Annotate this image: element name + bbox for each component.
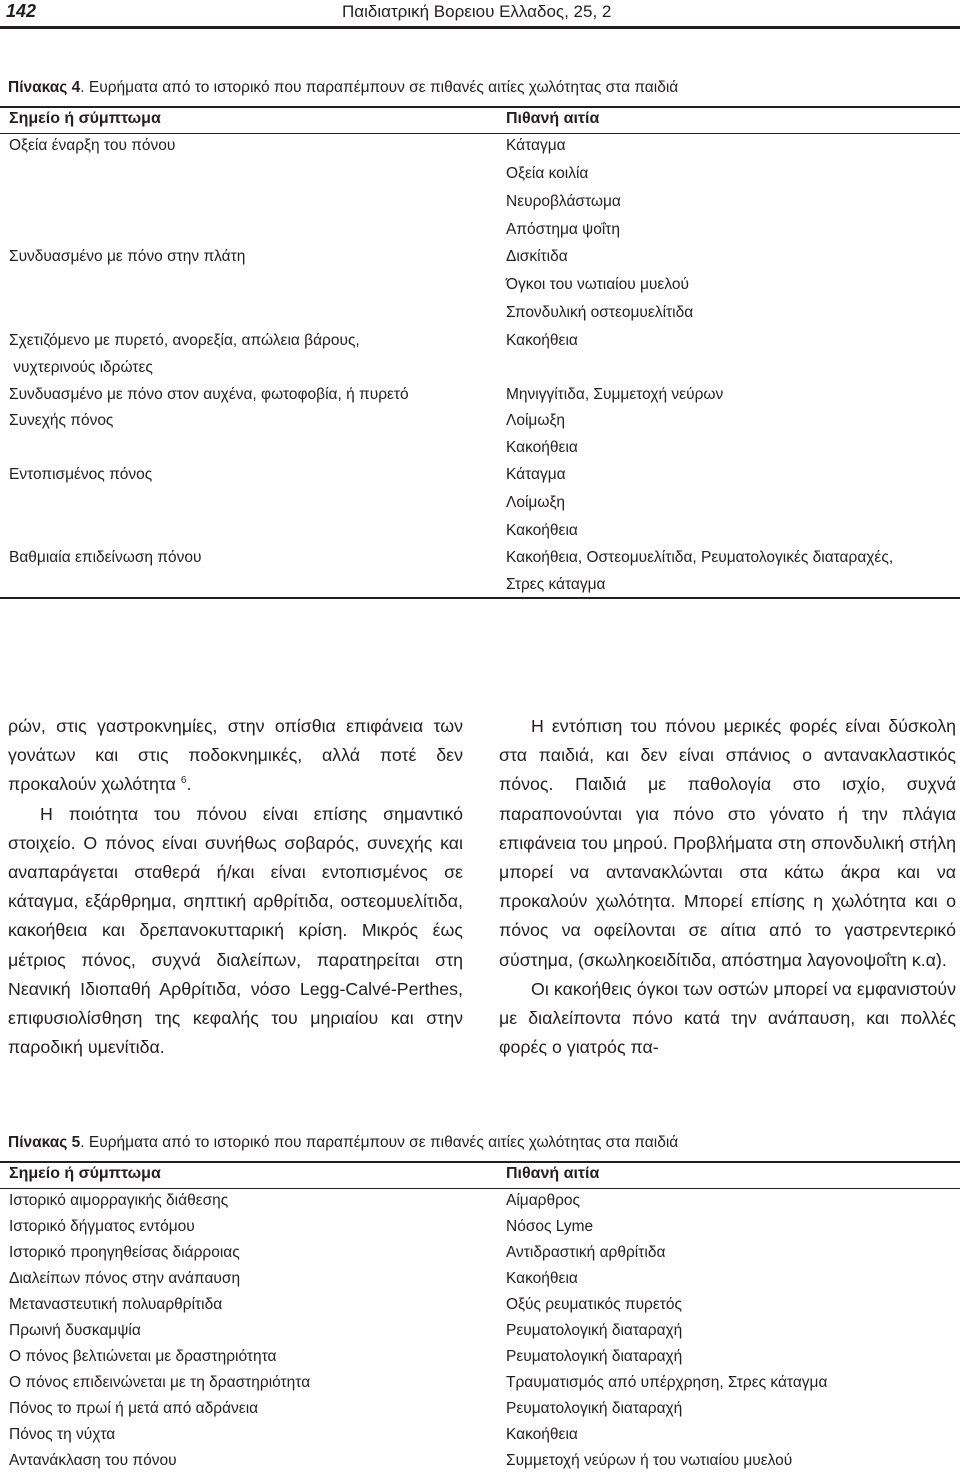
table4-cell: Λοίμωξη [506, 494, 566, 511]
table5-cell: Ο πόνος βελτιώνεται με δραστηριότητα [9, 1348, 277, 1365]
table4-label: Πίνακας 4 [8, 79, 81, 96]
body-paragraph: Οι κακοήθεις όγκοι των οστών μπορεί να εμφανιστούν με διαλείποντα πόνο κατά την ανάπαυση, και πολλές φορές ο γιατρός πα- [499, 978, 956, 1058]
body-paragraph: Η εντόπιση του πόνου μερικές φορές είναι δύσκολη στα παιδιά, και δεν είναι σπάνιος ο αντανακλαστικός πόνος. Παιδιά με παθολογία στο ισχίο, συχνά παραπονούνται για πόνο στο γόνατο ή την πλάγια επιφάνεια του μηρού. Προβλήματα στη σπονδυλική στήλη μπορεί να αντανακλώνται στα κάτω άκρα και να προκαλούν χωλότητα. Μπορεί επίσης η χωλότητα και ο πόνος να οφείλονται σε αίτια από το γαστρεντερικό σύστημα, (σκωληκοειδίτιδα, απόστημα λαγονοψοΐτη κ.α). [499, 716, 956, 970]
table4-col1-header: Σημείο ή σύμπτωμα [9, 110, 161, 127]
table4-cell: Κακοήθεια, Οστεομυελίτιδα, Ρευματολογικές διαταραχές, [506, 549, 894, 566]
page-number: 142 [6, 1, 37, 21]
table5-cell: Αντανάκλαση του πόνου [9, 1452, 177, 1469]
table5-cell: Διαλείπων πόνος στην ανάπαυση [9, 1270, 241, 1287]
table4-cell: Λοίμωξη [506, 412, 566, 429]
table5-cell: Νόσος Lyme [506, 1218, 594, 1235]
table4-cell: νυχτερινούς ιδρώτες [9, 359, 153, 376]
table4-cell: Κακοήθεια [506, 439, 578, 456]
table5-col1-header: Σημείο ή σύμπτωμα [9, 1165, 161, 1182]
table5-cell: Τραυματισμός από υπέρχρηση, Στρες κάταγμα [506, 1374, 828, 1391]
table4-cell: Συνδυασμένο με πόνο στην πλάτη [9, 248, 246, 265]
table4-col2-header: Πιθανή αιτία [506, 110, 600, 127]
table5-header [0, 1161, 960, 1189]
table4-cell: Βαθμιαία επιδείνωση πόνου [9, 549, 202, 566]
table4-cell: Οξεία έναρξη του πόνου [9, 137, 176, 154]
table5-cell: Οξύς ρευματικός πυρετός [506, 1296, 682, 1313]
table4-caption-text: . Ευρήματα από το ιστορικό που παραπέμπουν σε πιθανές αιτίες χωλότητας στα παιδιά [80, 79, 679, 96]
journal-title: Παιδιατρική Βορειου Ελλαδος, 25, 2 [342, 2, 612, 21]
body-paragraph [8, 712, 463, 800]
table5-cell: Αίμαρθρος [506, 1192, 581, 1209]
reference-marker: 6 [180, 775, 187, 787]
table4-cell: Συνδυασμένο με πόνο στον αυχένα, φωτοφοβία, ή πυρετό [9, 386, 409, 403]
table4-cell: Κακοήθεια [506, 522, 578, 539]
table5-cell: Ρευματολογική διαταραχή [506, 1400, 683, 1417]
table4-header [0, 106, 960, 134]
table4-bottom-rule [0, 597, 960, 599]
table5-cell: Ιστορικό αιμορραγικής διάθεσης [9, 1192, 229, 1209]
table4-cell: Κακοήθεια [506, 332, 578, 349]
table5-label: Πίνακας 5 [8, 1134, 81, 1151]
page-header [0, 0, 960, 29]
table4-cell: Κάταγμα [506, 137, 566, 154]
table4-cell: Συνεχής πόνος [9, 412, 114, 429]
table5-cell: Ρευματολογική διαταραχή [506, 1348, 683, 1365]
table4-cell: Νευροβλάστωμα [506, 193, 621, 210]
table4-cell: Κάταγμα [506, 466, 566, 483]
table4-cell: Σπονδυλική οστεομυελίτιδα [506, 304, 694, 321]
table5-cell: Πόνος το πρωί ή μετά από αδράνεια [9, 1400, 259, 1417]
table5 [0, 1161, 960, 1189]
table5-col2-header: Πιθανή αιτία [506, 1165, 600, 1182]
table5-caption-text: . Ευρήματα από το ιστορικό που παραπέμπουν σε πιθανές αιτίες χωλότητας στα παιδιά [80, 1134, 679, 1151]
table5-cell: Ο πόνος επιδεινώνεται με τη δραστηριότητα [9, 1374, 311, 1391]
table4-cell: Σχετιζόμενο με πυρετό, ανορεξία, απώλεια βάρους, [9, 332, 360, 349]
table4-cell: Εντοπισμένος πόνος [9, 466, 153, 483]
table4-caption [8, 79, 678, 97]
table4-cell: Δισκίτιδα [506, 248, 568, 265]
table4-cell: Στρες κάταγμα [506, 576, 606, 593]
table5-cell: Κακοήθεια [506, 1426, 578, 1443]
table5-cell: Ιστορικό δήγματος εντόμου [9, 1218, 195, 1235]
body-text: . [186, 774, 192, 795]
table4-cell: Μηνιγγίτιδα, Συμμετοχή νεύρων [506, 386, 724, 403]
table4 [0, 106, 960, 134]
table5-cell: Αντιδραστική αρθρίτιδα [506, 1244, 666, 1261]
table5-cell: Ιστορικό προηγηθείσας διάρροιας [9, 1244, 240, 1261]
table5-cell: Πόνος τη νύχτα [9, 1426, 116, 1443]
table5-cell: Πρωινή δυσκαμψία [9, 1322, 141, 1339]
table4-cell: Όγκοι του νωτιαίου μυελού [506, 276, 689, 293]
table5-cell: Συμμετοχή νεύρων ή του νωτιαίου μυελού [506, 1452, 793, 1469]
table4-cell: Οξεία κοιλία [506, 165, 589, 182]
table5-cell: Μεταναστευτική πολυαρθρίτιδα [9, 1296, 223, 1313]
body-text: ρών, στις γαστροκνημίες, στην οπίσθια επιφάνεια των γονάτων και στις ποδοκνημικές, αλλά ποτέ δεν προκαλούν χωλότητα [8, 716, 463, 795]
table5-caption [8, 1134, 678, 1152]
table5-cell: Ρευματολογική διαταραχή [506, 1322, 683, 1339]
body-left-column [8, 712, 463, 1062]
table4-cell: Απόστημα ψοΐτη [506, 221, 621, 238]
body-paragraph: Η ποιότητα του πόνου είναι επίσης σημαντικό στοιχείο. Ο πόνος είναι συνήθως σοβαρός, συνεχής και αναπαράγεται σταθερά ή/και είναι εντοπισμένος σε κάταγμα, εξάρθρημα, σηπτική αρθρίτιδα, οστεομυελίτιδα, κακοήθεια και δρεπανοκυτταρική κρίση. Μικρός έως μέτριος πόνος, συχνά διαλείπων, παρατηρείται στη Νεανική Ιδιοπαθή Αρθρίτιδα, νόσο Legg-Calvé-Perthes, επιφυσιολίσθηση της κεφαλής του μηριαίου και στην παροδική υμενίτιδα. [8, 803, 463, 1058]
table5-cell: Κακοήθεια [506, 1270, 578, 1287]
body-right-column [499, 712, 956, 1062]
